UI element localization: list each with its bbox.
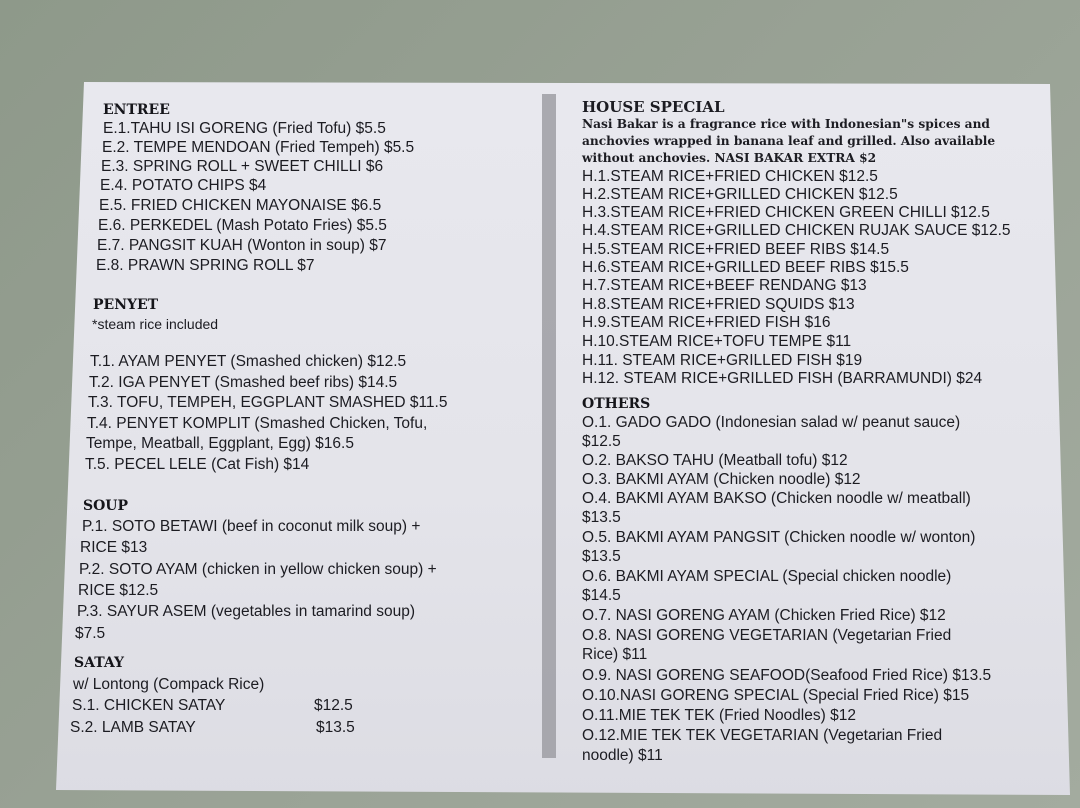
penyet-note: *steam rice included: [92, 316, 219, 332]
others-item: $12.5: [582, 433, 621, 450]
satay-note: w/ Lontong (Compack Rice): [73, 676, 265, 693]
entree-item: E.7. PANGSIT KUAH (Wonton in soup) $7: [97, 237, 387, 254]
house-item: H.8.STEAM RICE+FRIED SQUIDS $13: [582, 296, 855, 313]
house-item: H.10.STEAM RICE+TOFU TEMPE $11: [582, 333, 852, 350]
penyet-item: T.4. PENYET KOMPLIT (Smashed Chicken, Tofu,: [87, 415, 428, 432]
soup-item: RICE $12.5: [78, 582, 159, 599]
house-item: H.11. STEAM RICE+GRILLED FISH $19: [582, 352, 863, 369]
satay-title: SATAY: [74, 655, 125, 671]
others-item: $14.5: [582, 587, 621, 604]
entree-item: E.8. PRAWN SPRING ROLL $7: [96, 257, 315, 274]
others-title: OTHERS: [582, 396, 651, 412]
others-item: O.10.NASI GORENG SPECIAL (Special Fried Rice) $15: [582, 687, 970, 704]
house-special-desc: without anchovies. NASI BAKAR EXTRA $2: [582, 151, 877, 165]
house-item: H.3.STEAM RICE+FRIED CHICKEN GREEN CHILLI $12.5: [582, 204, 990, 221]
soup-item: P.3. SAYUR ASEM (vegetables in tamarind soup): [77, 603, 416, 620]
others-item: O.8. NASI GORENG VEGETARIAN (Vegetarian Fried: [582, 627, 952, 644]
house-item: H.2.STEAM RICE+GRILLED CHICKEN $12.5: [582, 186, 898, 203]
entree-item: E.2. TEMPE MENDOAN (Fried Tempeh) $5.5: [102, 139, 415, 156]
house-item: H.9.STEAM RICE+FRIED FISH $16: [582, 314, 831, 331]
others-item: O.1. GADO GADO (Indonesian salad w/ peanut sauce): [582, 414, 961, 431]
penyet-item: T.5. PECEL LELE (Cat Fish) $14: [85, 456, 310, 473]
column-divider: [542, 94, 556, 758]
penyet-title: PENYET: [93, 297, 159, 313]
soup-item: RICE $13: [80, 539, 148, 556]
others-item: O.9. NASI GORENG SEAFOOD(Seafood Fried Rice) $13.5: [582, 667, 992, 684]
others-item: O.3. BAKMI AYAM (Chicken noodle) $12: [582, 471, 861, 488]
entree-item: E.5. FRIED CHICKEN MAYONAISE $6.5: [99, 197, 382, 214]
others-item: O.6. BAKMI AYAM SPECIAL (Special chicken noodle): [582, 568, 952, 585]
satay-item-price: $12.5: [314, 697, 353, 714]
entree-item: E.6. PERKEDEL (Mash Potato Fries) $5.5: [98, 217, 387, 234]
soup-item: $7.5: [75, 625, 106, 642]
house-item: H.4.STEAM RICE+GRILLED CHICKEN RUJAK SAUCE $12.5: [582, 222, 1011, 239]
others-item: O.11.MIE TEK TEK (Fried Noodles) $12: [582, 707, 856, 724]
others-item: $13.5: [582, 509, 621, 526]
others-item: O.2. BAKSO TAHU (Meatball tofu) $12: [582, 452, 848, 469]
others-item: O.4. BAKMI AYAM BAKSO (Chicken noodle w/ meatball): [582, 490, 971, 507]
house-item: H.7.STEAM RICE+BEEF RENDANG $13: [582, 277, 867, 294]
penyet-item: T.1. AYAM PENYET (Smashed chicken) $12.5: [90, 353, 407, 370]
house-special-title: HOUSE SPECIAL: [582, 98, 725, 116]
entree-item: E.3. SPRING ROLL + SWEET CHILLI $6: [101, 158, 384, 175]
satay-item-price: $13.5: [316, 719, 355, 736]
house-special-desc: Nasi Bakar is a fragrance rice with Indonesian"s spices and: [582, 117, 990, 131]
satay-item-name: S.2. LAMB SATAY: [70, 719, 196, 736]
entree-title: ENTREE: [103, 102, 170, 118]
house-special-desc: anchovies wrapped in banana leaf and grilled. Also available: [582, 134, 996, 148]
soup-title: SOUP: [83, 498, 129, 514]
soup-item: P.1. SOTO BETAWI (beef in coconut milk soup) +: [82, 518, 421, 535]
others-item: O.12.MIE TEK TEK VEGETARIAN (Vegetarian Fried: [582, 727, 943, 744]
others-item: O.7. NASI GORENG AYAM (Chicken Fried Rice) $12: [582, 607, 946, 624]
house-item: H.5.STEAM RICE+FRIED BEEF RIBS $14.5: [582, 241, 890, 258]
house-item: H.1.STEAM RICE+FRIED CHICKEN $12.5: [582, 168, 878, 185]
penyet-item: T.2. IGA PENYET (Smashed beef ribs) $14.5: [89, 374, 398, 391]
soup-item: P.2. SOTO AYAM (chicken in yellow chicken soup) +: [79, 561, 437, 578]
others-item: noodle) $11: [582, 747, 663, 764]
others-item: O.5. BAKMI AYAM PANGSIT (Chicken noodle w/ wonton): [582, 529, 976, 546]
house-item: H.12. STEAM RICE+GRILLED FISH (BARRAMUNDI) $24: [582, 370, 983, 387]
entree-item: E.1.TAHU ISI GORENG (Fried Tofu) $5.5: [103, 120, 386, 137]
penyet-item: T.3. TOFU, TEMPEH, EGGPLANT SMASHED $11.5: [88, 394, 448, 411]
entree-item: E.4. POTATO CHIPS $4: [100, 177, 267, 194]
penyet-item: Tempe, Meatball, Eggplant, Egg) $16.5: [86, 435, 354, 452]
others-item: Rice) $11: [582, 646, 648, 663]
house-item: H.6.STEAM RICE+GRILLED BEEF RIBS $15.5: [582, 259, 909, 276]
satay-item-name: S.1. CHICKEN SATAY: [72, 697, 226, 714]
others-item: $13.5: [582, 548, 621, 565]
